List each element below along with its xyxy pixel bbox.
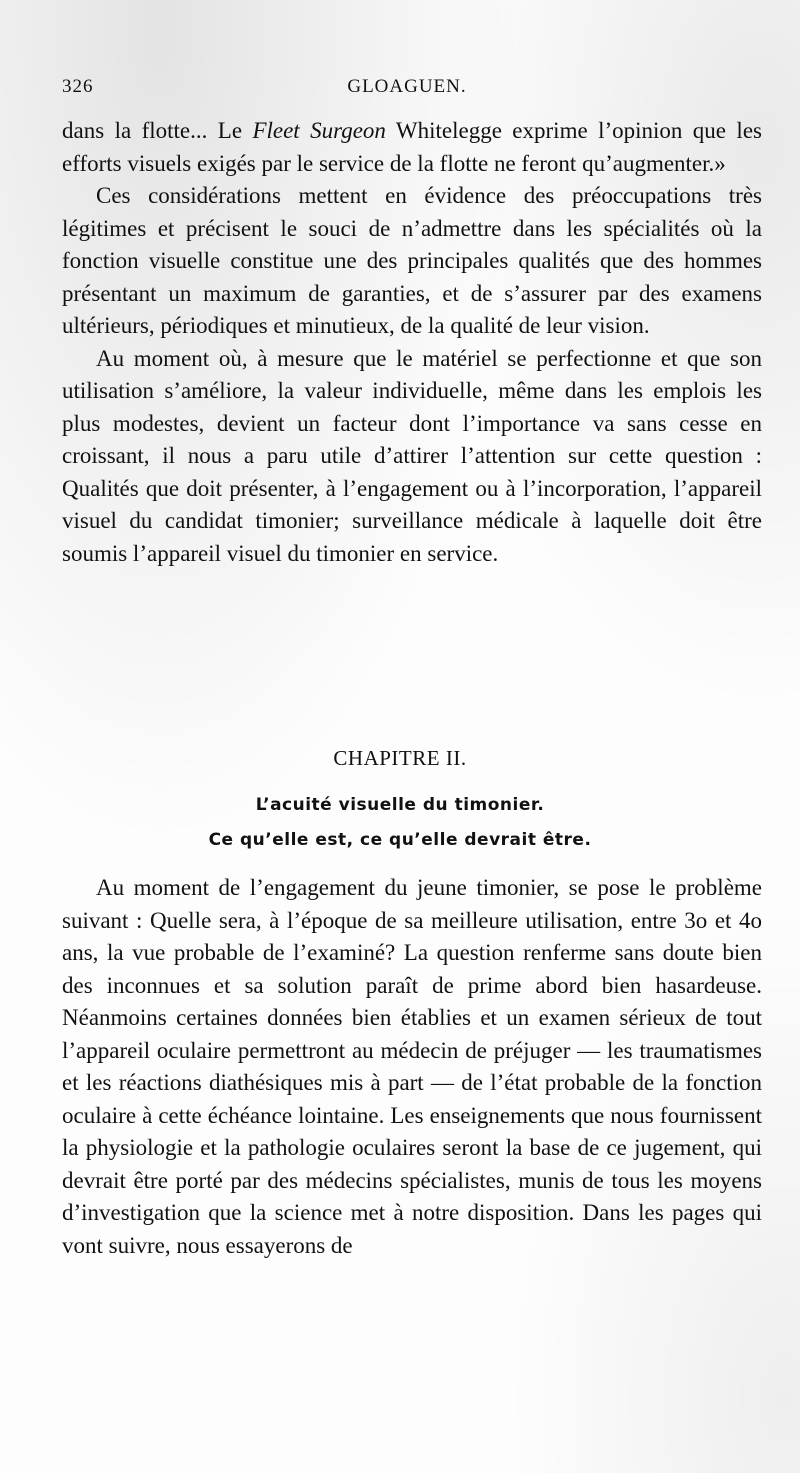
paragraph-text: dans la flotte... Le — [62, 118, 253, 143]
paragraph: Au moment de l’engagement du jeune timonier, se pose le problème suivant : Quelle sera, à l’époque de sa meilleure utilisation, entre 3o et 4o ans, la vue probable de l’examiné? La question renferme sans doute bien des inconnues et sa solution paraît de prime abord bien hasardeuse. Néanmoins certaines données bien établies et un examen sérieux de tout l’appareil oculaire permettront au médecin de préjuger — les traumatismes et les réactions diathésiques mis à part — de l’état probable de la fonction oculaire à cette échéance lointaine. Les enseignements que nous fournissent la physiologie et la pathologie oculaires seront la base de ce jugement, qui devrait être porté par des médecins spécialistes, munis de tous les moyens d’investigation que la science met à notre disposition. Dans les pages qui vont suivre, nous essayerons de — [62, 875, 762, 1258]
body-text-bottom — [62, 872, 762, 1262]
chapter-title: CHAPITRE II. — [333, 746, 467, 770]
paragraph-text: Whitelegge exprime l’opinion que les efforts visuels exigés par le service de la flotte ne feront qu’augmenter.» — [62, 118, 762, 176]
running-head — [62, 76, 738, 102]
paragraph: Ces considérations mettent en évidence des préoccupations très légitimes et précisent le souci de n’admettre dans les spécialités où la fonction visuelle constitue une des principales qualités que des hommes présentant un maximum de garanties, et de s’assurer par des examens ultérieurs, périodiques et minutieux, de la qualité de leur vision. — [62, 183, 762, 338]
body-text-top — [62, 115, 762, 570]
chapter-subtitle: Ce qu’elle est, ce qu’elle devrait être. — [208, 830, 592, 850]
chapter-subtitle: L’acuité visuelle du timonier. — [255, 795, 545, 815]
paragraph: Au moment où, à mesure que le matériel se perfectionne et que son utilisation s’améliore, la valeur individuelle, même dans les emplois les plus modestes, devient un facteur dont l’importance va sans cesse en croissant, il nous a paru utile d’attirer l’attention sur cette question : Qualités que doit présenter, à l’engagement ou à l’incorporation, l’appareil visuel du candidat timonier; surveillance médicale à laquelle doit être soumis l’appareil visuel du timonier en service. — [62, 345, 762, 566]
italic-title: Fleet Surgeon — [252, 118, 386, 143]
paragraph-continued — [62, 115, 762, 180]
running-title: GLOAGUEN. — [347, 76, 467, 97]
page-number: 326 — [62, 76, 94, 97]
